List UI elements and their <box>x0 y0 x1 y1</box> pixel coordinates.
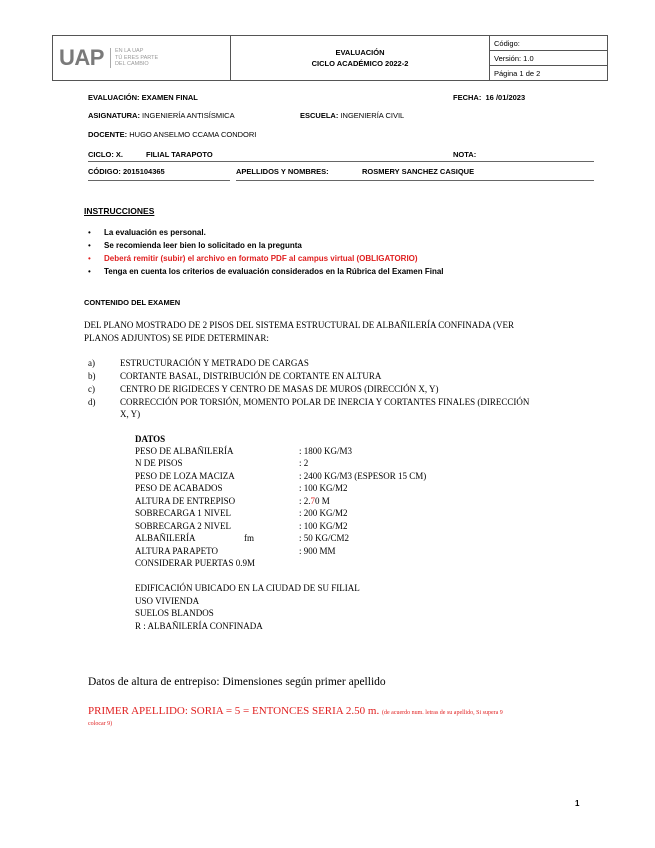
apellido-small: (de acuerdo num. letras de su apellido, Si supera 9 <box>381 710 503 716</box>
contenido-item: ESTRUCTURACIÓN Y METRADO DE CARGAS <box>120 358 309 368</box>
apellidos-value: ROSMERY SANCHEZ CASIQUE <box>362 167 475 176</box>
dato-extra: USO VIVIENDA <box>135 596 200 606</box>
header-cycle: CICLO ACADÉMICO 2022-2 <box>311 59 409 68</box>
dato-value: : 900 MM <box>299 546 336 556</box>
dato-value: : 2400 KG/M3 (ESPESOR 15 CM) <box>299 471 427 481</box>
item-letter: b) <box>88 371 96 381</box>
header-title: EVALUACIÓN <box>335 48 385 57</box>
contenido-item: CENTRO DE RIGIDECES Y CENTRO DE MASAS DE MUROS (DIRECCIÓN X, Y) <box>120 384 439 394</box>
dato-label: ALTURA DE ENTREPISO <box>135 496 236 506</box>
header-version: Versión: 1.0 <box>490 51 607 66</box>
dato-label: SOBRECARGA 2 NIVEL <box>135 521 232 531</box>
dato-extra: SUELOS BLANDOS <box>135 608 214 618</box>
codigo-field: CÓDIGO: 2015104365 <box>88 167 165 176</box>
dato-label: ALBAÑILERÍA <box>135 533 196 543</box>
dato-value: : 1800 KG/M3 <box>299 446 353 456</box>
header-info-cell <box>490 36 607 80</box>
dato-label: CONSIDERAR PUERTAS 0.9M <box>135 558 256 568</box>
apellido-small-cont: colocar 9) <box>88 721 113 727</box>
dato-value: : 200 KG/M2 <box>299 508 348 518</box>
apellido-main: PRIMER APELLIDO: SORIA = 5 = ENTONCES SERIA 2.50 m. <box>88 705 380 717</box>
instruccion-item: Tenga en cuenta los criterios de evaluación considerados en la Rúbrica del Examen Final <box>104 267 444 276</box>
bullet-icon: • <box>88 254 91 263</box>
instruccion-item-obligatorio: Deberá remitir (subir) el archivo en formato PDF al campus virtual (OBLIGATORIO) <box>104 254 418 263</box>
item-letter: d) <box>88 397 96 407</box>
dato-value: : 50 KG/CM2 <box>299 533 350 543</box>
contenido-title: CONTENIDO DEL EXAMEN <box>84 298 181 307</box>
uap-logo: UAP <box>59 45 104 70</box>
ciclo-field: CICLO: X. <box>88 150 123 159</box>
item-letter: a) <box>88 358 95 368</box>
nota-field: NOTA: <box>453 150 477 159</box>
codigo-underline <box>88 180 230 181</box>
item-letter: c) <box>88 384 95 394</box>
document-header-table <box>52 35 608 81</box>
docente-value: HUGO ANSELMO CCAMA CONDORI <box>129 130 257 139</box>
dato-label: PESO DE ALBAÑILERÍA <box>135 446 234 456</box>
dato-value-altura: : 2.70 M <box>299 496 330 506</box>
contenido-intro-line1: DEL PLANO MOSTRADO DE 2 PISOS DEL SISTEMA ESTRUCTURAL DE ALBAÑILERÍA CONFINADA (VER <box>84 320 515 330</box>
escuela-value: INGENIERÍA CIVIL <box>340 111 405 120</box>
dato-label-fm: fm <box>244 533 254 543</box>
contenido-intro-line2: PLANOS ADJUNTOS) SE PIDE DETERMINAR: <box>84 333 269 343</box>
dato-label: PESO DE ACABADOS <box>135 483 223 493</box>
header-pagina: Página 1 de 2 <box>494 68 541 78</box>
filial-field: FILIAL TARAPOTO <box>146 150 213 159</box>
bullet-icon: • <box>88 228 91 237</box>
evaluacion-title: EVALUACIÓN: EXAMEN FINAL <box>88 93 198 102</box>
escuela-field: ESCUELA: INGENIERÍA CIVIL <box>300 111 405 120</box>
dato-label: PESO DE LOZA MACIZA <box>135 471 235 481</box>
docente-field: DOCENTE: HUGO ANSELMO CCAMA CONDORI <box>88 130 257 139</box>
dato-extra: EDIFICACIÓN UBICADO EN LA CIUDAD DE SU FILIAL <box>135 583 360 593</box>
dato-value: : 100 KG/M2 <box>299 483 348 493</box>
dato-label: N DE PISOS <box>135 458 183 468</box>
fecha-value: 16 /01/2023 <box>485 93 526 102</box>
contenido-item: CORTANTE BASAL, DISTRIBUCIÓN DE CORTANTE EN ALTURA <box>120 371 382 381</box>
logo-tagline: EN LA UAP TÚ ERES PARTE DEL CAMBIO <box>110 48 158 68</box>
contenido-item: CORRECCIÓN POR TORSIÓN, MOMENTO POLAR DE INERCIA Y CORTANTES FINALES (DIRECCIÓN <box>120 397 530 407</box>
instrucciones-title: INSTRUCCIONES <box>84 206 155 216</box>
dato-value: : 2 <box>299 458 309 468</box>
apellidos-underline <box>236 180 594 181</box>
fecha-field: FECHA: 16 /01/2023 <box>453 93 526 102</box>
codigo-value: 2015104365 <box>123 167 165 176</box>
instruccion-item: La evaluación es personal. <box>104 228 206 237</box>
bullet-icon: • <box>88 267 91 276</box>
header-title-cell <box>231 36 490 80</box>
altura-note: Datos de altura de entrepiso: Dimensiones según primer apellido <box>88 676 386 688</box>
apellidos-label: APELLIDOS Y NOMBRES: <box>236 167 329 176</box>
asignatura-value: INGENIERÍA ANTISÍSMICA <box>142 111 235 120</box>
contenido-item-cont: X, Y) <box>120 409 141 419</box>
asignatura-field: ASIGNATURA: INGENIERÍA ANTISÍSMICA <box>88 111 235 120</box>
dato-extra: R : ALBAÑILERÍA CONFINADA <box>135 621 263 631</box>
dato-value: : 100 KG/M2 <box>299 521 348 531</box>
header-codigo: Código: <box>490 36 607 51</box>
logo-cell <box>53 36 231 80</box>
dato-label: SOBRECARGA 1 NIVEL <box>135 508 232 518</box>
apellido-note <box>88 705 503 717</box>
ciclo-underline <box>88 161 594 162</box>
page-number: 1 <box>575 799 580 808</box>
dato-label: ALTURA PARAPETO <box>135 546 218 556</box>
datos-title: DATOS <box>135 434 166 444</box>
bullet-icon: • <box>88 241 91 250</box>
instruccion-item: Se recomienda leer bien lo solicitado en la pregunta <box>104 241 302 250</box>
